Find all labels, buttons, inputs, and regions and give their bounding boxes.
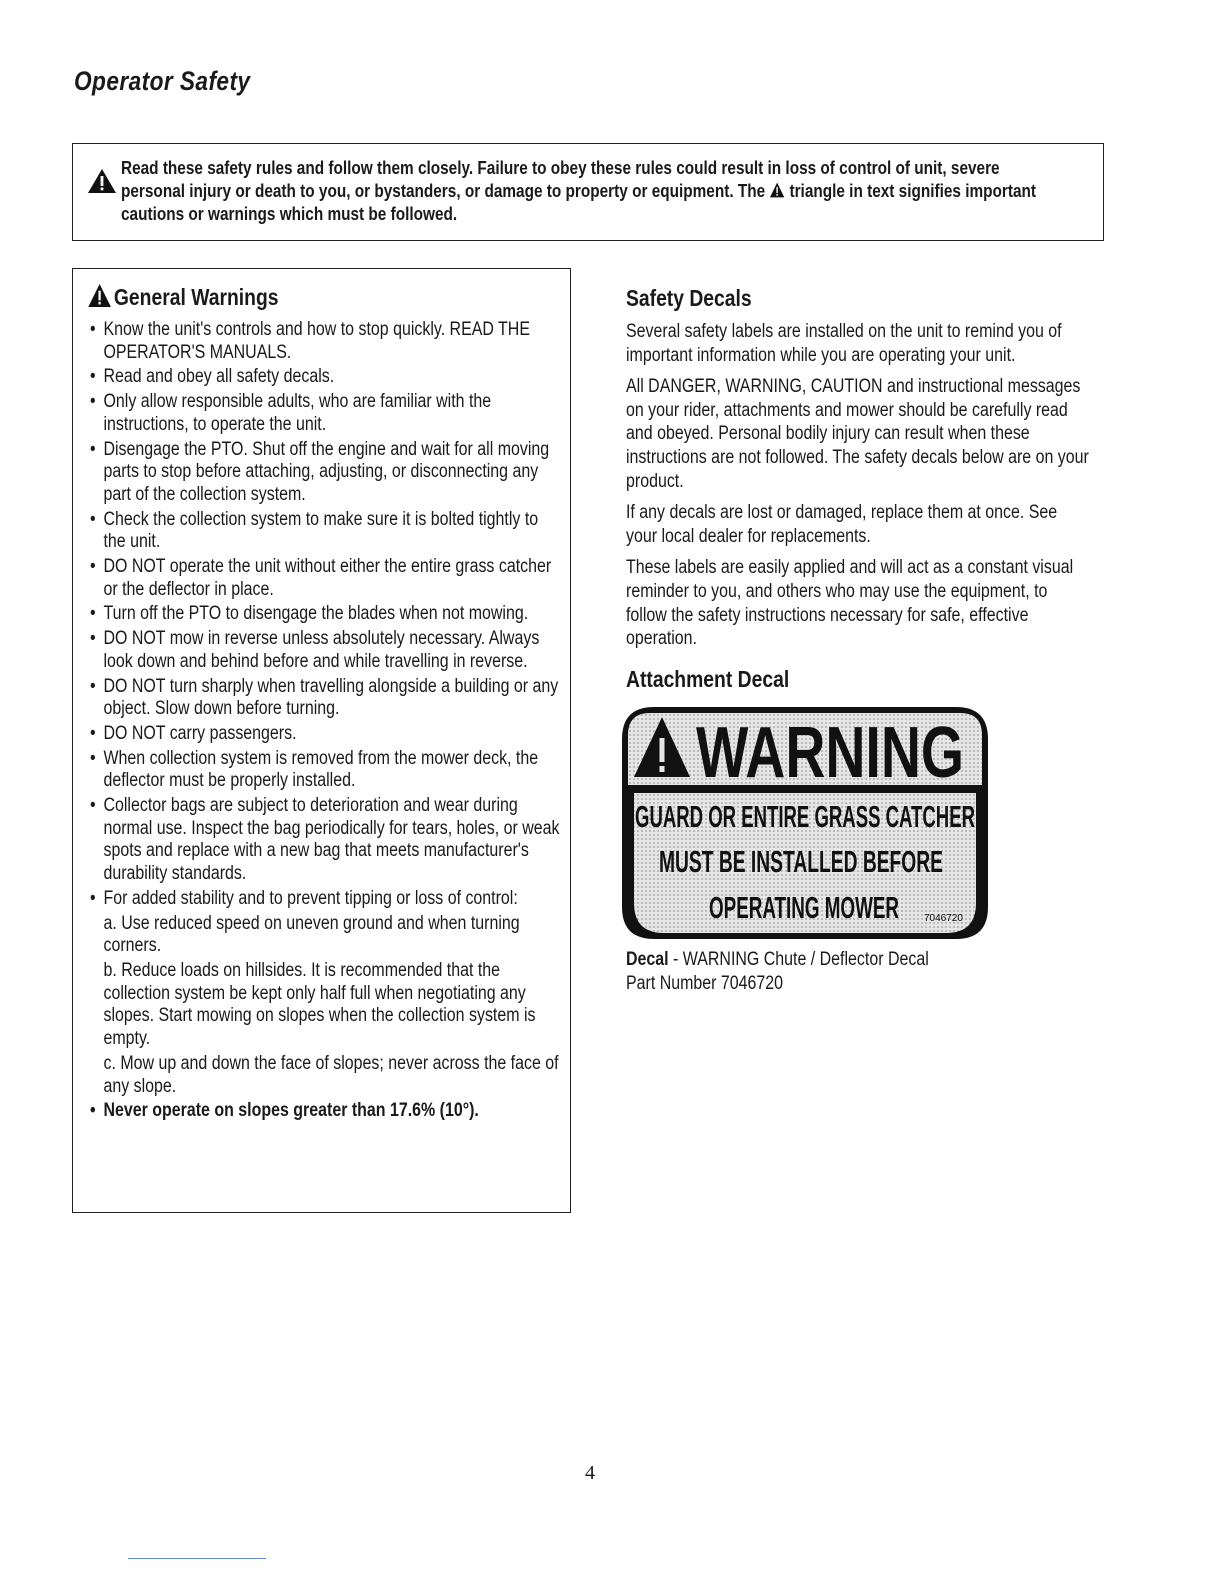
decal-line-3: OPERATING MOWER: [709, 890, 899, 925]
safety-decals-heading: Safety Decals: [626, 285, 752, 311]
page-number: 4: [585, 1462, 595, 1484]
warning-item: • DO NOT operate the unit without either the entire grass catcher or the deflector in place.: [85, 556, 564, 601]
safety-intro-text: [121, 156, 1042, 225]
warning-item: • DO NOT turn sharply when travelling alongside a building or any object. Slow down before turning.: [85, 676, 564, 721]
general-warnings-panel: [72, 268, 571, 1213]
decal-caption-label: Decal: [626, 949, 669, 970]
warning-item: • DO NOT carry passengers.: [85, 723, 564, 746]
warning-triangle-icon: [769, 182, 785, 198]
intro-text-part-2: triangle in text signifies important cautions or warnings which must be followed.: [121, 180, 1037, 224]
safety-decals-paragraph: Several safety labels are installed on the unit to remind you of important information while you are operating your unit.: [626, 321, 1062, 366]
decal-caption-text: - WARNING Chute / Deflector Decal: [668, 949, 929, 970]
warning-item: • Read and obey all safety decals.: [85, 366, 564, 389]
warning-item: • Only allow responsible adults, who are familiar with the instructions, to operate the unit.: [85, 391, 564, 436]
safety-decals-paragraph: If any decals are lost or damaged, replace them at once. See your local dealer for replacements.: [626, 502, 1058, 547]
warning-item: • Collector bags are subject to deterioration and wear during normal use. Inspect the bag periodically for tears, holes, or weak spots and replace with a new bag that meets manufacturer's durability standards.: [85, 795, 564, 886]
decal-line-2: MUST BE INSTALLED BEFORE: [659, 844, 943, 879]
warning-subitem-a: a. Use reduced speed on uneven ground and when turning corners.: [103, 912, 520, 957]
warning-triangle-icon: [87, 283, 112, 308]
warning-triangle-icon: [87, 168, 117, 194]
page-title: Operator Safety: [74, 66, 251, 96]
warning-item: • Know the unit's controls and how to stop quickly. READ THE OPERATOR'S MANUALS.: [85, 319, 564, 364]
decal-title: WARNING: [696, 713, 964, 793]
safety-decals-section: [626, 284, 1092, 693]
warning-item: • Turn off the PTO to disengage the blades when not mowing.: [85, 603, 564, 626]
safety-intro-box: [72, 143, 1104, 241]
warning-item: • When collection system is removed from the mower deck, the deflector must be properly installed.: [85, 748, 564, 793]
decal-part-number: Part Number 7046720: [626, 972, 784, 994]
attachment-decal-heading: Attachment Decal: [626, 665, 790, 692]
warning-item: • Disengage the PTO. Shut off the engine and wait for all moving parts to stop before attaching, adjusting, or disconnecting any part of the collection system.: [85, 439, 564, 507]
general-warnings-list: [85, 319, 564, 1125]
general-warnings-heading-text: General Warnings: [113, 284, 279, 310]
warning-subitem-c: c. Mow up and down the face of slopes; never across the face of any slope.: [103, 1052, 559, 1097]
decal-line-1: GUARD OR ENTIRE GRASS CATCHER: [635, 799, 975, 834]
warning-item-stability: [85, 888, 564, 1098]
warning-item: • Check the collection system to make sure it is bolted tightly to the unit.: [85, 509, 564, 554]
general-warnings-heading: [87, 283, 279, 311]
warning-subitem-b: b. Reduce loads on hillsides. It is recommended that the collection system be kept only half full when negotiating any slopes. Start mowing on slopes when the collection system is empty.: [103, 959, 536, 1050]
decal-caption: [626, 948, 1063, 995]
intro-text-part-1: Read these safety rules and follow them closely. Failure to obey these rules could result in loss of control of unit, severe personal injury or death to you, or bystanders, or damage to property or equipment. The: [121, 157, 1000, 201]
footer-rule: [128, 1558, 266, 1559]
decal-part-code: 7046720: [924, 913, 963, 924]
safety-decals-paragraph: All DANGER, WARNING, CAUTION and instructional messages on your rider, attachments and mower should be carefully read and obeyed. Personal bodily injury can result when these instructions are not followed. The safety decals below are on your product.: [626, 376, 1089, 492]
warning-decal-image: [620, 705, 990, 941]
warning-item-slopes: • Never operate on slopes greater than 17.6% (10°).: [85, 1100, 564, 1123]
warning-item-text: For added stability and to prevent tipping or loss of control:: [103, 887, 518, 909]
safety-decals-paragraph: These labels are easily applied and will act as a constant visual reminder to you, and others who may use the equipment, to follow the safety instructions necessary for safe, effective operation.: [626, 557, 1074, 650]
warning-item: • DO NOT mow in reverse unless absolutely necessary. Always look down and behind before and while travelling in reverse.: [85, 628, 564, 673]
